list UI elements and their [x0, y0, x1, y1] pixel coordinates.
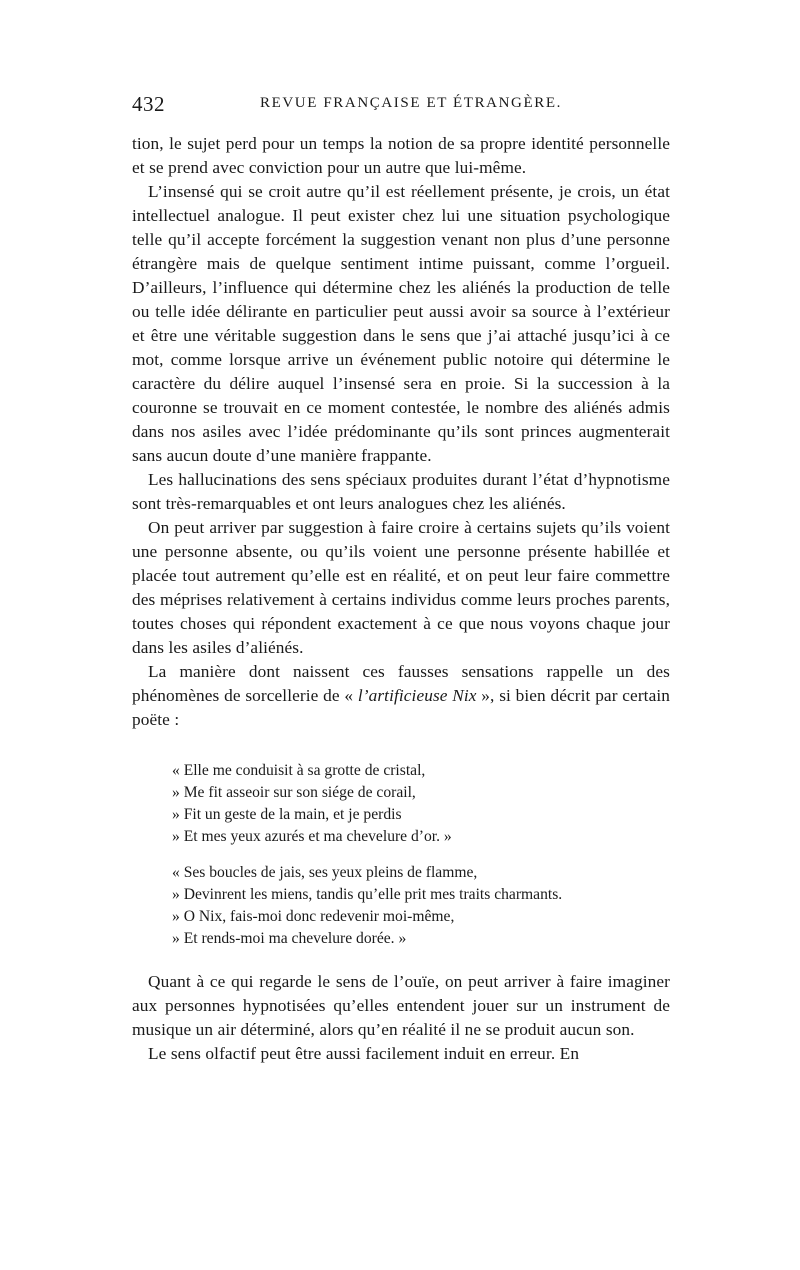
- page-number: 432: [132, 92, 165, 116]
- paragraph-olfactory: Le sens olfactif peut être aussi facilement induit en erreur. En: [148, 1044, 580, 1063]
- sorcery-text-before: La manière dont naissent ces fausses sensations rappelle un des phénomènes de sorcellerie de «: [132, 662, 670, 705]
- paragraph-sorcery: [132, 660, 670, 732]
- paragraph-hearing: Quant à ce qui regarde le sens de l’ouïe, on peut arriver à faire imaginer aux personnes hypnotisées qu’elles entendent jouer sur un instrument de musique un air déterminé, alors qu’en réalité il ne se produit aucun son.: [132, 972, 670, 1039]
- poem-verse: » Et rends-moi ma chevelure dorée. »: [172, 930, 407, 947]
- journal-title: REVUE FRANÇAISE ET ÉTRANGÈRE.: [260, 95, 562, 111]
- poem-verse: « Elle me conduisit à sa grotte de cristal,: [172, 762, 426, 779]
- sorcery-italic-title: l’artificieuse Nix: [357, 686, 477, 705]
- poem-verse: » Fit un geste de la main, et je perdis: [172, 806, 402, 823]
- paragraph-insane-identity: L’insensé qui se croit autre qu’il est réellement présente, je crois, un état intellectuel analogue. Il peut exister chez lui une situation psychologique telle qu’il accepte forcément la suggestion venant non plus d’une personne étrangère mais de quelque sentiment intime puissant, comme l’orgueil. D’ailleurs, l’influence qui détermine chez les aliénés la production de telle ou telle idée délirante en particulier peut aussi avoir sa source à l’extérieur et être une véritable suggestion dans le sens que j’ai attaché jusqu’ici à ce mot, comme lorsque arrive un événement public notoire qui détermine le caractère du délire auquel l’insensé sera en proie. Si la succession à la couronne se trouvait en ce moment contestée, le nombre des aliénés admis dans nos asiles avec l’idée prédominante qu’ils sont princes augmenterait sans aucun doute d’une manière frappante.: [132, 182, 670, 465]
- paragraph-suggestion: On peut arriver par suggestion à faire croire à certains sujets qu’ils voient une personne absente, ou qu’ils voient une personne présente habillée et placée tout autrement qu’elle est en réalité, et on peut leur faire commettre des méprises relativement à certains individus comme leurs proches parents, toutes choses qui répondent exactement à ce que nous voyons chaque jour dans les asiles d’aliénés.: [132, 518, 670, 657]
- paragraph-continued: tion, le sujet perd pour un temps la notion de sa propre identité personnelle et se prend avec conviction pour un autre que lui-même.: [132, 134, 670, 177]
- sorcery-text-after: », si bien décrit par certain poëte :: [132, 686, 670, 729]
- poem-stanza-1: [172, 760, 670, 848]
- poem-verse: » O Nix, fais-moi donc redevenir moi-même,: [172, 908, 455, 925]
- poem-verse: » Me fit asseoir sur son siége de corail,: [172, 784, 416, 801]
- poem-verse: « Ses boucles de jais, ses yeux pleins de flamme,: [172, 864, 478, 881]
- poem-verse: » Devinrent les miens, tandis qu’elle prit mes traits charmants.: [172, 886, 563, 903]
- poem-quotation: [172, 760, 670, 950]
- running-head: [132, 92, 670, 118]
- poem-stanza-2: [172, 862, 670, 950]
- paragraph-hallucinations: Les hallucinations des sens spéciaux produites durant l’état d’hypnotisme sont très-remarquables et ont leurs analogues chez les aliénés.: [132, 470, 670, 513]
- poem-verse: » Et mes yeux azurés et ma chevelure d’or. »: [172, 828, 452, 845]
- book-page: [132, 92, 670, 1066]
